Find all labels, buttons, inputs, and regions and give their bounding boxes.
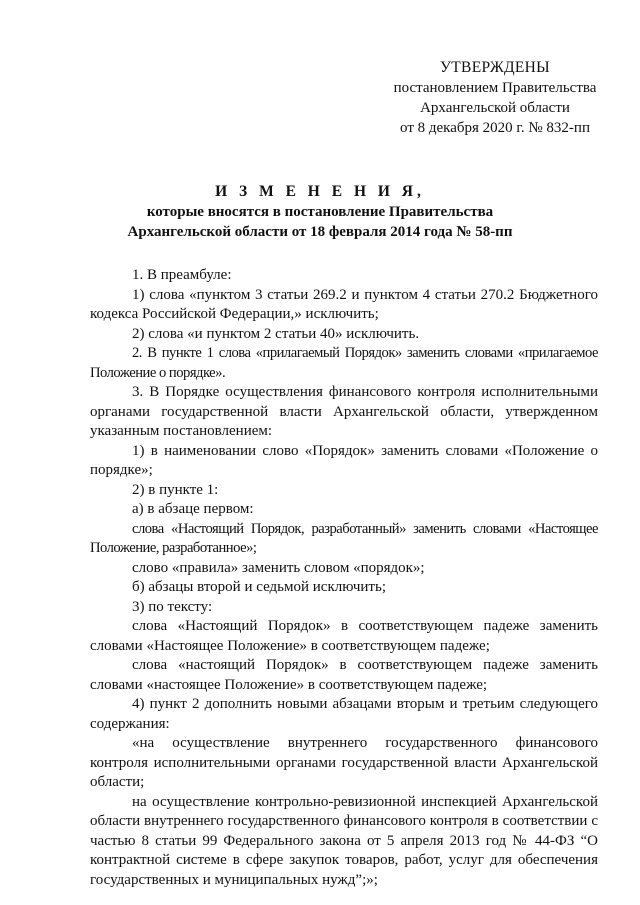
paragraph: 2) слова «и пунктом 2 статьи 40» исключить. bbox=[132, 325, 420, 342]
approved-title: УТВЕРЖДЕНЫ bbox=[440, 59, 550, 76]
paragraph: 2. В пункте 1 слова «прилагаемый Порядок» заменить словами «прилагаемое Положение о порядке». bbox=[90, 345, 598, 381]
paragraph: 1) слова «пунктом 3 статьи 269.2 и пунктом 4 статьи 270.2 Бюджетного кодекса Российской Федерации,» исключить; bbox=[90, 286, 598, 322]
paragraph: слова «Настоящий Порядок, разработанный» заменить словами «Настоящее Положение, разработанное»; bbox=[90, 520, 598, 556]
approved-line-3: от 8 декабря 2020 г. № 832-пп bbox=[400, 120, 590, 136]
paragraph: «на осуществление внутреннего государственного финансового контроля исполнительными органами государственной власти Архангельской области; bbox=[90, 735, 598, 790]
title-line-1: которые вносятся в постановление Правительства bbox=[146, 204, 494, 220]
approval-stamp-block bbox=[380, 58, 610, 138]
title-line-2: Архангельской области от 18 февраля 2014 года № 58-пп bbox=[127, 224, 513, 240]
document-body bbox=[90, 266, 598, 890]
paragraph: 1. В преамбуле: bbox=[132, 267, 232, 283]
paragraph: на осуществление контрольно-ревизионной инспекцией Архангельской области внутреннего государственного финансового контроля в соответствии с частью 8 статьи 99 Федерального закона от 5 апреля 2013 год № 44-ФЗ “О контрактной системе в сфере закупок товаров, работ, услуг для обеспечения государственных и муниципальных нужд”;»; bbox=[90, 793, 598, 888]
paragraph: а) в абзаце первом: bbox=[132, 501, 254, 517]
approved-line-1: постановлением Правительства bbox=[393, 80, 597, 96]
paragraph: слова «настоящий Порядок» в соответствующем падеже заменить словами «настоящее Положение» в соответствующем падеже; bbox=[90, 657, 598, 693]
paragraph: 3. В Порядке осуществления финансового контроля исполнительными органами государственной власти Архангельской области, утвержденном указанным постановлением: bbox=[90, 384, 598, 439]
paragraph: слово «правила» заменить словом «порядок»; bbox=[132, 559, 425, 576]
paragraph: 2) в пункте 1: bbox=[132, 481, 219, 498]
paragraph: б) абзацы второй и седьмой исключить; bbox=[132, 579, 386, 595]
approved-line-2: Архангельской области bbox=[420, 100, 570, 116]
paragraph: 1) в наименовании слово «Порядок» заменить словами «Положение о порядке»; bbox=[90, 442, 598, 478]
paragraph: 3) по тексту: bbox=[132, 598, 213, 615]
paragraph: слова «Настоящий Порядок» в соответствующем падеже заменить словами «Настоящее Положение» в соответствующем падеже; bbox=[90, 618, 598, 654]
paragraph: 4) пункт 2 дополнить новыми абзацами вторым и третьим следующего содержания: bbox=[90, 696, 598, 732]
title-main: И З М Е Н Е Н И Я, bbox=[215, 183, 425, 200]
document-title bbox=[60, 182, 580, 242]
